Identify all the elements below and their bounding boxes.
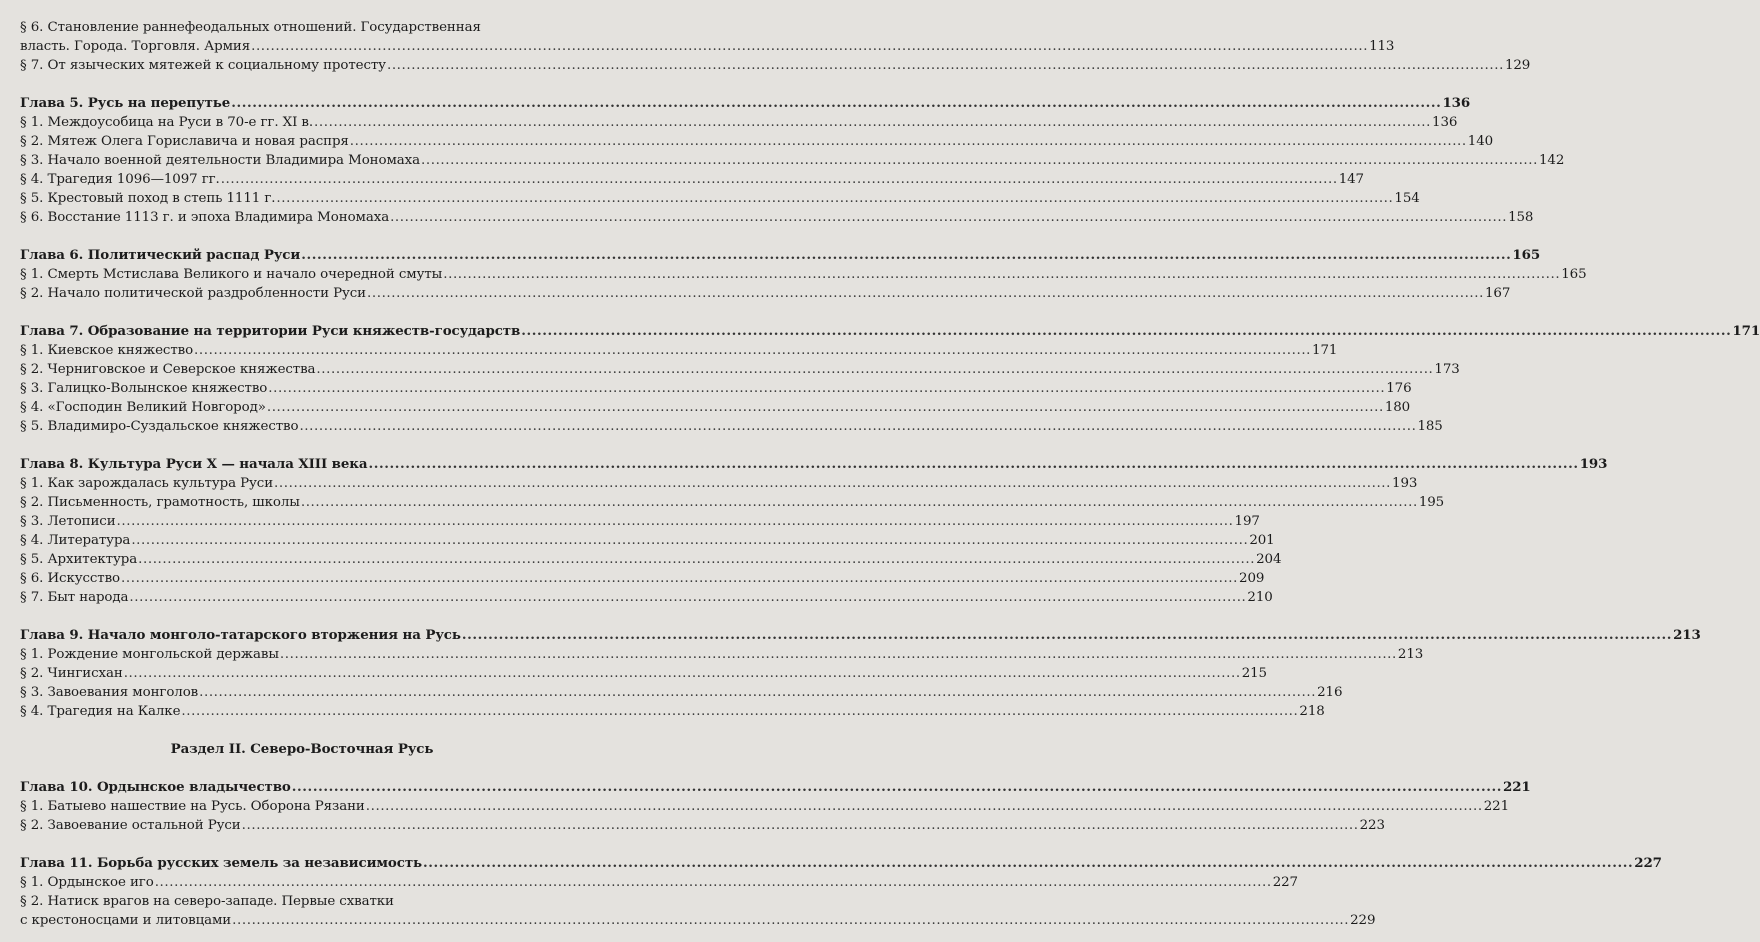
- section-entry: [20, 493, 1445, 512]
- section-title: § 3. Летописи: [20, 514, 116, 529]
- page-number: 171: [1312, 343, 1338, 358]
- section-entry: [20, 550, 1282, 569]
- section-title: § 4. «Господин Великий Новгород»: [20, 400, 266, 415]
- section-entry: [20, 170, 1364, 189]
- chapter-entry: [20, 246, 1541, 265]
- page-number: 140: [1467, 134, 1494, 149]
- section-title: § 1. Ордынское иго: [20, 875, 154, 890]
- toc-entry-multiline: [20, 18, 1395, 56]
- section-title: § 4. Трагедия на Калке: [20, 704, 181, 719]
- dot-leader: [231, 94, 1441, 113]
- dot-leader: [316, 360, 1433, 379]
- chapter-entry: [20, 322, 1760, 341]
- page-number: 221: [1503, 779, 1531, 795]
- spacer: [20, 227, 572, 246]
- dot-leader: [251, 37, 1368, 56]
- section-entry: [20, 113, 1458, 132]
- page-number: 147: [1338, 172, 1364, 187]
- section-entry: [20, 683, 1343, 702]
- spacer: [20, 303, 572, 322]
- section-entry: [20, 379, 1412, 398]
- section-title: § 2. Письменность, грамотность, школы: [20, 495, 300, 510]
- section-title: § 1. Междоусобица на Руси в 70-е гг. XI в.: [20, 115, 314, 130]
- section-title: § 1. Смерть Мстислава Великого и начало очередной смуты: [20, 267, 443, 282]
- page-number: 193: [1392, 476, 1418, 491]
- dot-leader: [181, 702, 1298, 721]
- spacer: [20, 607, 572, 626]
- section-entry: [20, 702, 1325, 721]
- page-number: 113: [1369, 39, 1395, 54]
- section-entry: [20, 189, 1420, 208]
- page-number: 129: [1504, 58, 1531, 73]
- page-number: 227: [1272, 875, 1298, 890]
- page-number: 154: [1394, 191, 1420, 206]
- section-title: § 3. Начало военной деятельности Владимира Мономаха: [20, 153, 420, 168]
- section-entry: [20, 569, 1265, 588]
- section-title: § 1. Киевское княжество: [20, 343, 194, 358]
- dot-leader: [124, 664, 1241, 683]
- section-title: § 4. Трагедия 1096—1097 гг.: [20, 172, 220, 187]
- page-number: 173: [1434, 362, 1460, 377]
- chapter-title: Глава 7. Образование на территории Руси княжеств-государств: [20, 323, 521, 339]
- section-title: § 6. Искусство: [20, 571, 121, 586]
- section-title: § 3. Галицко-Волынское княжество: [20, 381, 268, 396]
- section-entry: [20, 512, 1260, 531]
- chapter-title: Глава 8. Культура Руси X — начала XIII века: [20, 456, 368, 472]
- section-title: § 7. Быт народа: [20, 590, 129, 605]
- chapter-title: Глава 9. Начало монголо-татарского вторжения на Русь: [20, 627, 461, 643]
- toc-entry-continuation: [20, 37, 1395, 56]
- dot-leader: [199, 683, 1316, 702]
- section-title: § 2. Начало политической раздробленности Руси: [20, 286, 366, 301]
- dot-leader: [387, 56, 1504, 75]
- section-title: § 5. Владимиро-Суздальское княжество: [20, 419, 299, 434]
- section-title: § 2. Чингисхан: [20, 666, 123, 681]
- section-entry: [20, 474, 1418, 493]
- toc-entry-title-cont: власть. Города. Торговля. Армия: [20, 39, 251, 54]
- section-entry: [20, 284, 1511, 303]
- page-number: 171: [1732, 323, 1760, 339]
- page-number: 136: [1442, 95, 1471, 111]
- dot-leader: [301, 493, 1418, 512]
- section-entry: [20, 797, 1510, 816]
- page-number: 158: [1508, 210, 1534, 225]
- page-number: 216: [1317, 685, 1343, 700]
- section-title: § 6. Восстание 1113 г. и эпоха Владимира Мономаха: [20, 210, 390, 225]
- dot-leader: [367, 284, 1484, 303]
- toc-entry-multiline: [20, 892, 1376, 930]
- dot-leader: [276, 189, 1393, 208]
- spacer: [20, 721, 572, 740]
- part-heading: Раздел II. Северо-Восточная Русь: [170, 741, 434, 757]
- chapter-title: Глава 10. Ордынское владычество: [20, 779, 291, 795]
- chapter-entry: [20, 778, 1531, 797]
- section-entry: [20, 873, 1298, 892]
- page-number: 221: [1483, 799, 1510, 814]
- toc-entry-title-cont: с крестоносцами и литовцами: [20, 913, 232, 928]
- page-number: 180: [1384, 400, 1411, 415]
- chapter-title: Глава 6. Политический распад Руси: [20, 247, 301, 263]
- section-title: § 7. От языческих мятежей к социальному протесту: [20, 58, 386, 73]
- spacer: [20, 75, 572, 94]
- chapter-entry: [20, 94, 1471, 113]
- spacer: [20, 759, 572, 778]
- page-number: 195: [1418, 495, 1445, 510]
- spacer: [20, 835, 572, 854]
- chapter-title: Глава 11. Борьба русских земель за независимость: [20, 855, 423, 871]
- chapter-entry: [20, 455, 1608, 474]
- dot-leader: [443, 265, 1560, 284]
- page-number: 215: [1241, 666, 1267, 681]
- page-number: 165: [1561, 267, 1587, 282]
- page-number: 167: [1485, 286, 1511, 301]
- section-entry: [20, 664, 1267, 683]
- dot-leader: [423, 854, 1633, 873]
- dot-leader: [268, 379, 1385, 398]
- page-number: 142: [1539, 153, 1565, 168]
- section-title: § 1. Как зарождалась культура Руси: [20, 476, 274, 491]
- section-title: § 2. Мятеж Олега Гориславича и новая распря: [20, 134, 349, 149]
- chapter-title: Глава 5. Русь на перепутье: [20, 95, 231, 111]
- dot-leader: [131, 531, 1248, 550]
- dot-leader: [138, 550, 1255, 569]
- section-entry: [20, 341, 1338, 360]
- dot-leader: [121, 569, 1238, 588]
- section-title: § 1. Батыево нашествие на Русь. Оборона Рязани: [20, 799, 365, 814]
- section-title: § 2. Завоевание остальной Руси: [20, 818, 241, 833]
- section-entry: [20, 588, 1273, 607]
- dot-leader: [267, 398, 1384, 417]
- section-entry: [20, 208, 1534, 227]
- section-entry: [20, 360, 1460, 379]
- section-title: § 3. Завоевания монголов: [20, 685, 199, 700]
- section-entry: [20, 398, 1411, 417]
- section-title: § 1. Рождение монгольской державы: [20, 647, 279, 662]
- section-entry: [20, 645, 1424, 664]
- chapter-entry: [20, 854, 1662, 873]
- dot-leader: [366, 797, 1483, 816]
- section-title: § 5. Архитектура: [20, 552, 138, 567]
- dot-leader: [117, 512, 1234, 531]
- dot-leader: [350, 132, 1467, 151]
- toc-entry-title: § 6. Становление раннефеодальных отношений. Государственная: [20, 20, 481, 35]
- page-number: 185: [1417, 419, 1443, 434]
- page-number: 210: [1247, 590, 1273, 605]
- page-number: 193: [1579, 456, 1608, 472]
- section-title: § 2. Черниговское и Северское княжества: [20, 362, 316, 377]
- dot-leader: [521, 322, 1731, 341]
- spacer: [20, 436, 572, 455]
- page-number: 218: [1299, 704, 1325, 719]
- page-number: 136: [1432, 115, 1458, 130]
- dot-leader: [232, 911, 1349, 930]
- dot-leader: [299, 417, 1416, 436]
- section-entry: [20, 531, 1275, 550]
- section-entry: [20, 417, 1443, 436]
- dot-leader: [462, 626, 1672, 645]
- toc-entry-title: § 2. Натиск врагов на северо-западе. Первые схватки: [20, 894, 394, 909]
- page-number: 201: [1249, 533, 1275, 548]
- dot-leader: [194, 341, 1311, 360]
- dot-leader: [368, 455, 1578, 474]
- dot-leader: [280, 645, 1397, 664]
- chapter-entry: [20, 626, 1701, 645]
- section-entry: [20, 132, 1494, 151]
- dot-leader: [390, 208, 1507, 227]
- page-number: 165: [1512, 247, 1541, 263]
- section-entry: [20, 56, 1531, 75]
- dot-leader: [292, 778, 1502, 797]
- dot-leader: [274, 474, 1391, 493]
- dot-leader: [242, 816, 1359, 835]
- page-number: 176: [1386, 381, 1412, 396]
- dot-leader: [129, 588, 1246, 607]
- dot-leader: [301, 246, 1511, 265]
- page-number: 204: [1256, 552, 1282, 567]
- dot-leader: [421, 151, 1538, 170]
- dot-leader: [221, 170, 1338, 189]
- toc-entry-continuation: [20, 911, 1376, 930]
- section-title: § 5. Крестовый поход в степь 1111 г.: [20, 191, 276, 206]
- page-number: 223: [1359, 818, 1385, 833]
- section-entry: [20, 816, 1385, 835]
- section-entry: [20, 265, 1587, 284]
- page-number: 213: [1673, 627, 1701, 643]
- section-entry: [20, 151, 1565, 170]
- page-number: 197: [1234, 514, 1260, 529]
- section-title: § 4. Литература: [20, 533, 131, 548]
- page-number: 227: [1634, 855, 1662, 871]
- dot-leader: [155, 873, 1272, 892]
- page-number: 209: [1239, 571, 1265, 586]
- dot-leader: [314, 113, 1431, 132]
- page-number: 229: [1350, 913, 1376, 928]
- page-number: 213: [1397, 647, 1424, 662]
